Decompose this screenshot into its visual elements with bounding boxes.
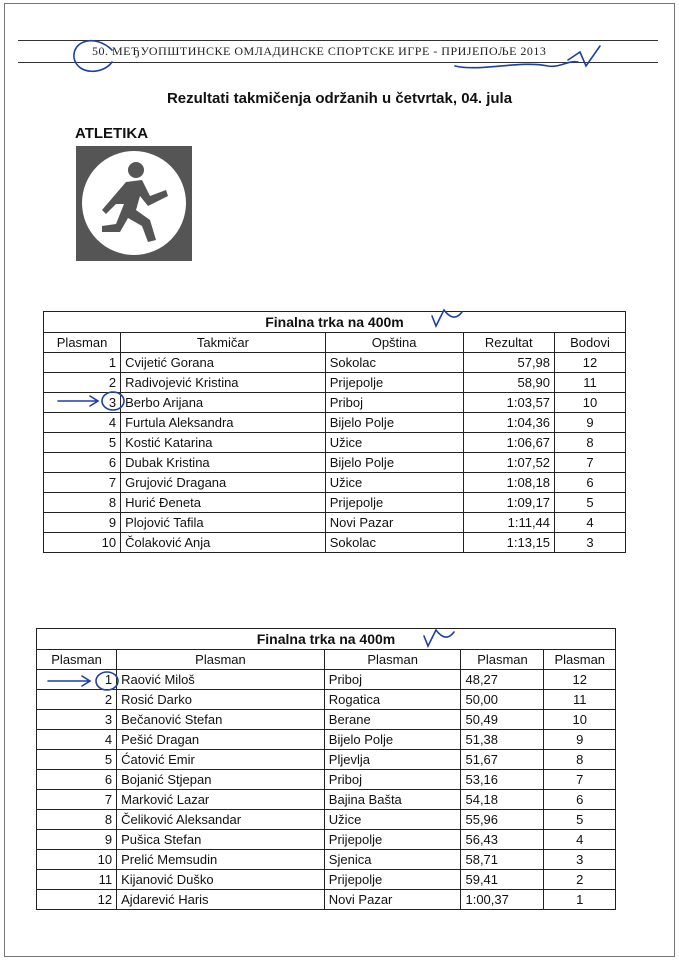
municipality-cell: Priboj bbox=[324, 670, 461, 690]
col-header: Plasman bbox=[117, 650, 325, 670]
col-header: Plasman bbox=[44, 333, 121, 353]
municipality-cell: Prijepolje bbox=[324, 830, 461, 850]
table-row bbox=[44, 533, 626, 553]
result-cell: 54,18 bbox=[461, 790, 544, 810]
result-cell: 1:08,18 bbox=[463, 473, 555, 493]
place-cell: 3 bbox=[44, 393, 121, 413]
result-cell: 51,67 bbox=[461, 750, 544, 770]
place-cell: 12 bbox=[37, 890, 117, 910]
sport-title: ATLETIKA bbox=[75, 125, 149, 142]
result-cell: 1:13,15 bbox=[463, 533, 555, 553]
table-row bbox=[37, 870, 616, 890]
municipality-cell: Novi Pazar bbox=[324, 890, 461, 910]
header-rule bbox=[18, 62, 658, 63]
place-cell: 1 bbox=[44, 353, 121, 373]
place-cell: 9 bbox=[37, 830, 117, 850]
runner-icon bbox=[76, 146, 192, 261]
points-cell: 8 bbox=[544, 750, 616, 770]
table-row bbox=[37, 770, 616, 790]
athlete-cell: Marković Lazar bbox=[117, 790, 325, 810]
result-cell: 1:11,44 bbox=[463, 513, 555, 533]
table-row bbox=[44, 413, 626, 433]
result-cell: 1:07,52 bbox=[463, 453, 555, 473]
result-cell: 51,38 bbox=[461, 730, 544, 750]
points-cell: 9 bbox=[544, 730, 616, 750]
athlete-cell: Rosić Darko bbox=[117, 690, 325, 710]
result-cell: 1:04,36 bbox=[463, 413, 555, 433]
table-row bbox=[44, 393, 626, 413]
table-row bbox=[44, 493, 626, 513]
athlete-cell: Kostić Katarina bbox=[121, 433, 326, 453]
points-cell: 10 bbox=[544, 710, 616, 730]
municipality-cell: Užice bbox=[325, 433, 463, 453]
athlete-cell: Plojović Tafila bbox=[121, 513, 326, 533]
athlete-cell: Raović Miloš bbox=[117, 670, 325, 690]
result-cell: 1:09,17 bbox=[463, 493, 555, 513]
points-cell: 6 bbox=[555, 473, 626, 493]
points-cell: 7 bbox=[555, 453, 626, 473]
athlete-cell: Furtula Aleksandra bbox=[121, 413, 326, 433]
municipality-cell: Užice bbox=[324, 810, 461, 830]
place-cell: 10 bbox=[44, 533, 121, 553]
athlete-cell: Pešić Dragan bbox=[117, 730, 325, 750]
place-cell: 2 bbox=[44, 373, 121, 393]
result-cell: 1:03,57 bbox=[463, 393, 555, 413]
athlete-cell: Čeliković Aleksandar bbox=[117, 810, 325, 830]
points-cell: 11 bbox=[544, 690, 616, 710]
municipality-cell: Priboj bbox=[324, 770, 461, 790]
table-row bbox=[37, 670, 616, 690]
points-cell: 9 bbox=[555, 413, 626, 433]
athlete-cell: Kijanović Duško bbox=[117, 870, 325, 890]
place-cell: 10 bbox=[37, 850, 117, 870]
table-row bbox=[44, 353, 626, 373]
col-header: Plasman bbox=[324, 650, 461, 670]
municipality-cell: Sjenica bbox=[324, 850, 461, 870]
col-header: Plasman bbox=[544, 650, 616, 670]
place-cell: 5 bbox=[44, 433, 121, 453]
result-cell: 56,43 bbox=[461, 830, 544, 850]
athlete-cell: Prelić Memsudin bbox=[117, 850, 325, 870]
col-header: Plasman bbox=[461, 650, 544, 670]
document-header: 50. МЕЂУОПШТИНСКЕ ОМЛАДИНСКЕ СПОРТСКЕ ИГРЕ - ПРИЈЕПОЉЕ 2013 bbox=[92, 44, 547, 58]
athlete-cell: Berbo Arijana bbox=[121, 393, 326, 413]
place-cell: 8 bbox=[44, 493, 121, 513]
place-cell: 8 bbox=[37, 810, 117, 830]
table-row bbox=[37, 690, 616, 710]
col-header: Bodovi bbox=[555, 333, 626, 353]
result-cell: 58,71 bbox=[461, 850, 544, 870]
place-cell: 6 bbox=[44, 453, 121, 473]
municipality-cell: Sokolac bbox=[325, 533, 463, 553]
table-row bbox=[44, 473, 626, 493]
table-row bbox=[44, 373, 626, 393]
table-row bbox=[37, 890, 616, 910]
result-cell: 57,98 bbox=[463, 353, 555, 373]
athlete-cell: Pušica Stefan bbox=[117, 830, 325, 850]
points-cell: 11 bbox=[555, 373, 626, 393]
points-cell: 2 bbox=[544, 870, 616, 890]
place-cell: 5 bbox=[37, 750, 117, 770]
result-cell: 55,96 bbox=[461, 810, 544, 830]
table-row bbox=[37, 810, 616, 830]
municipality-cell: Prijepolje bbox=[324, 870, 461, 890]
points-cell: 12 bbox=[555, 353, 626, 373]
col-header: Plasman bbox=[37, 650, 117, 670]
athlete-cell: Bojanić Stjepan bbox=[117, 770, 325, 790]
athlete-cell: Cvijetić Gorana bbox=[121, 353, 326, 373]
place-cell: 11 bbox=[37, 870, 117, 890]
athlete-cell: Ćatović Emir bbox=[117, 750, 325, 770]
municipality-cell: Bijelo Polje bbox=[325, 413, 463, 433]
table-row bbox=[44, 453, 626, 473]
points-cell: 1 bbox=[544, 890, 616, 910]
results-table-2 bbox=[36, 628, 616, 910]
municipality-cell: Novi Pazar bbox=[325, 513, 463, 533]
place-cell: 9 bbox=[44, 513, 121, 533]
header-rule bbox=[18, 40, 658, 41]
athlete-cell: Bečanović Stefan bbox=[117, 710, 325, 730]
results-table-1 bbox=[43, 311, 626, 553]
athlete-cell: Radivojević Kristina bbox=[121, 373, 326, 393]
place-cell: 6 bbox=[37, 770, 117, 790]
municipality-cell: Prijepolje bbox=[325, 373, 463, 393]
points-cell: 5 bbox=[555, 493, 626, 513]
col-header: Takmičar bbox=[121, 333, 326, 353]
points-cell: 3 bbox=[555, 533, 626, 553]
points-cell: 7 bbox=[544, 770, 616, 790]
points-cell: 3 bbox=[544, 850, 616, 870]
municipality-cell: Bijelo Polje bbox=[325, 453, 463, 473]
athlete-cell: Dubak Kristina bbox=[121, 453, 326, 473]
municipality-cell: Sokolac bbox=[325, 353, 463, 373]
table-row bbox=[37, 830, 616, 850]
place-cell: 4 bbox=[37, 730, 117, 750]
table-title: Finalna trka na 400m bbox=[44, 312, 626, 333]
points-cell: 6 bbox=[544, 790, 616, 810]
table-row bbox=[37, 730, 616, 750]
municipality-cell: Berane bbox=[324, 710, 461, 730]
place-cell: 7 bbox=[44, 473, 121, 493]
municipality-cell: Bajina Bašta bbox=[324, 790, 461, 810]
points-cell: 10 bbox=[555, 393, 626, 413]
place-cell: 3 bbox=[37, 710, 117, 730]
municipality-cell: Užice bbox=[325, 473, 463, 493]
table-row bbox=[37, 790, 616, 810]
result-cell: 1:00,37 bbox=[461, 890, 544, 910]
result-cell: 58,90 bbox=[463, 373, 555, 393]
municipality-cell: Rogatica bbox=[324, 690, 461, 710]
municipality-cell: Pljevlja bbox=[324, 750, 461, 770]
result-cell: 53,16 bbox=[461, 770, 544, 790]
municipality-cell: Prijepolje bbox=[325, 493, 463, 513]
result-cell: 50,00 bbox=[461, 690, 544, 710]
col-header: Rezultat bbox=[463, 333, 555, 353]
athlete-cell: Grujović Dragana bbox=[121, 473, 326, 493]
municipality-cell: Priboj bbox=[325, 393, 463, 413]
table-title: Finalna trka na 400m bbox=[37, 629, 616, 650]
athlete-cell: Čolaković Anja bbox=[121, 533, 326, 553]
athlete-cell: Hurić Đeneta bbox=[121, 493, 326, 513]
result-cell: 59,41 bbox=[461, 870, 544, 890]
results-subtitle: Rezultati takmičenja održanih u četvrtak, 04. jula bbox=[166, 90, 513, 107]
table-row bbox=[37, 850, 616, 870]
result-cell: 1:06,67 bbox=[463, 433, 555, 453]
points-cell: 4 bbox=[555, 513, 626, 533]
points-cell: 8 bbox=[555, 433, 626, 453]
result-cell: 48,27 bbox=[461, 670, 544, 690]
points-cell: 5 bbox=[544, 810, 616, 830]
table-row bbox=[37, 750, 616, 770]
points-cell: 4 bbox=[544, 830, 616, 850]
athlete-cell: Ajdarević Haris bbox=[117, 890, 325, 910]
municipality-cell: Bijelo Polje bbox=[324, 730, 461, 750]
place-cell: 7 bbox=[37, 790, 117, 810]
table-row bbox=[44, 433, 626, 453]
table-row bbox=[37, 710, 616, 730]
place-cell: 4 bbox=[44, 413, 121, 433]
table-row bbox=[44, 513, 626, 533]
result-cell: 50,49 bbox=[461, 710, 544, 730]
place-cell: 2 bbox=[37, 690, 117, 710]
points-cell: 12 bbox=[544, 670, 616, 690]
col-header: Opština bbox=[325, 333, 463, 353]
place-cell: 1 bbox=[37, 670, 117, 690]
